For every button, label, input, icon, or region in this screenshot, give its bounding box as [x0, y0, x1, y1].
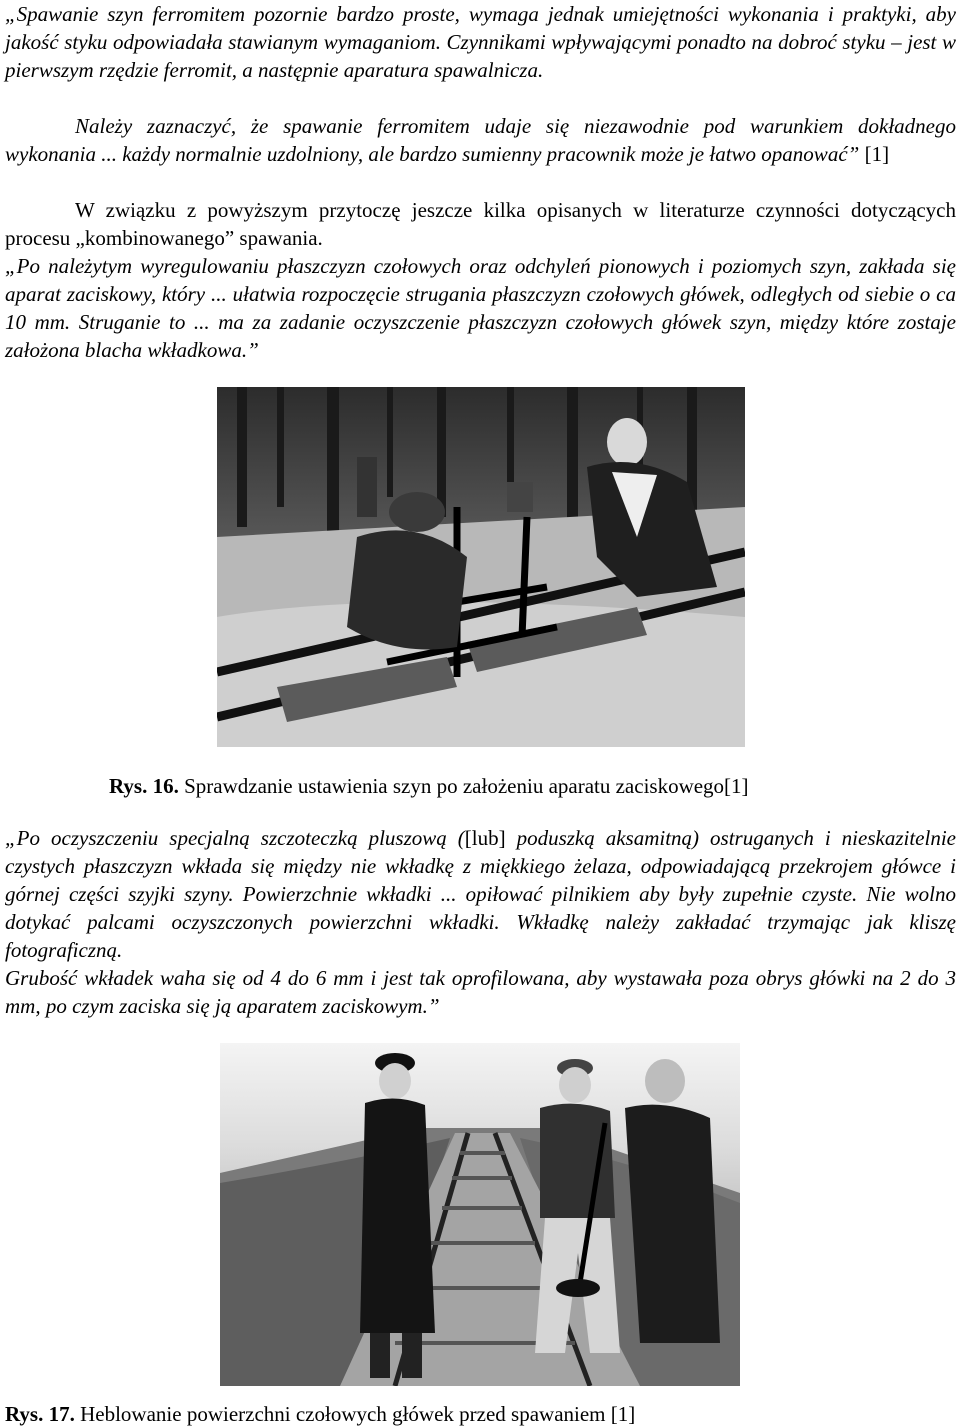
paragraph-quote-thickness: Grubość wkładek waha się od 4 do 6 mm i jest tak oprofilowana, aby wystawała poza obrys główki na 2 do 3 mm, po czym zaciska się ją aparatem zaciskowym.” [5, 966, 956, 1018]
paragraph-quote-insert-text-2: poduszką aksamitną) ostruganych i nieskazitelnie czystych płaszczyzn wkłada się między nie wkładkę z miękkiego żelaza, odpowiadającą przekrojem główce i górnej części szyjki szyny. Powierzchnie wkładki ... opiłować pilnikiem aby były zupełnie czyste. Nie wolno dotykać palcami oczyszczonych powierzchni wkładki. Wkładkę należy zakładać trzymając jak kliszę fotograficzną. [5, 826, 956, 962]
paragraph-quote-condition [5, 112, 956, 168]
workers-clamping-rails-illustration [217, 387, 745, 747]
figure-17-photo [220, 1043, 740, 1386]
paragraph-quote-planing: „Po należytym wyregulowaniu płaszczyzn czołowych oraz odchyleń pionowych i poziomych szyn, zakłada się aparat zaciskowy, który ... ułatwia rozpoczęcie strugania płaszczyzn czołowych główek, odległych od siebie o ca 10 mm. Struganie to ... ma za zadanie oczyszczenie płaszczyzn czołowych główek szyn, między które zostaje założona blacha wkładkowa.” [5, 254, 956, 362]
paragraph-intro-procedures: W związku z powyższym przytoczę jeszcze kilka opisanych w literaturze czynności dotyczących procesu „kombinowanego” spawania. [5, 198, 956, 250]
figure-16-photo [217, 387, 745, 747]
figure-17-caption-text: Heblowanie powierzchni czołowych główek przed spawaniem [1] [74, 1402, 636, 1426]
figure-16-caption-text: Sprawdzanie ustawienia szyn po założeniu aparatu zaciskowego[1] [178, 774, 749, 798]
figure-16-caption [109, 772, 749, 800]
paragraph-quote-insert-text-1: „Po oczyszczeniu specjalną szczoteczką pluszową ( [5, 826, 465, 850]
figure-17-caption [5, 1400, 635, 1428]
figure-16-label: Rys. 16. [109, 774, 179, 798]
paragraph-quote-condition-text: Należy zaznaczyć, że spawanie ferromitem udaje się niezawodnie pod warunkiem dokładnego wykonania ... każdy normalnie uzdolniony, ale bardzo sumienny pracownik może je łatwo opanować” [5, 114, 956, 166]
workers-planing-rails-illustration [220, 1043, 740, 1386]
paragraph-quote-intro: „Spawanie szyn ferromitem pozornie bardzo proste, wymaga jednak umiejętności wykonania i praktyki, aby jakość styku odpowiadała stawianym wymaganiom. Czynnikami wpływającymi ponadto na dobroć styku – jest w pierwszym rzędzie ferromit, a następnie aparatura spawalnicza. [5, 2, 956, 82]
figure-17-label: Rys. 17. [5, 1402, 75, 1426]
paragraph-quote-insert [5, 824, 956, 964]
editorial-insert: [lub] [464, 826, 506, 850]
citation-ref: [1] [859, 142, 890, 166]
